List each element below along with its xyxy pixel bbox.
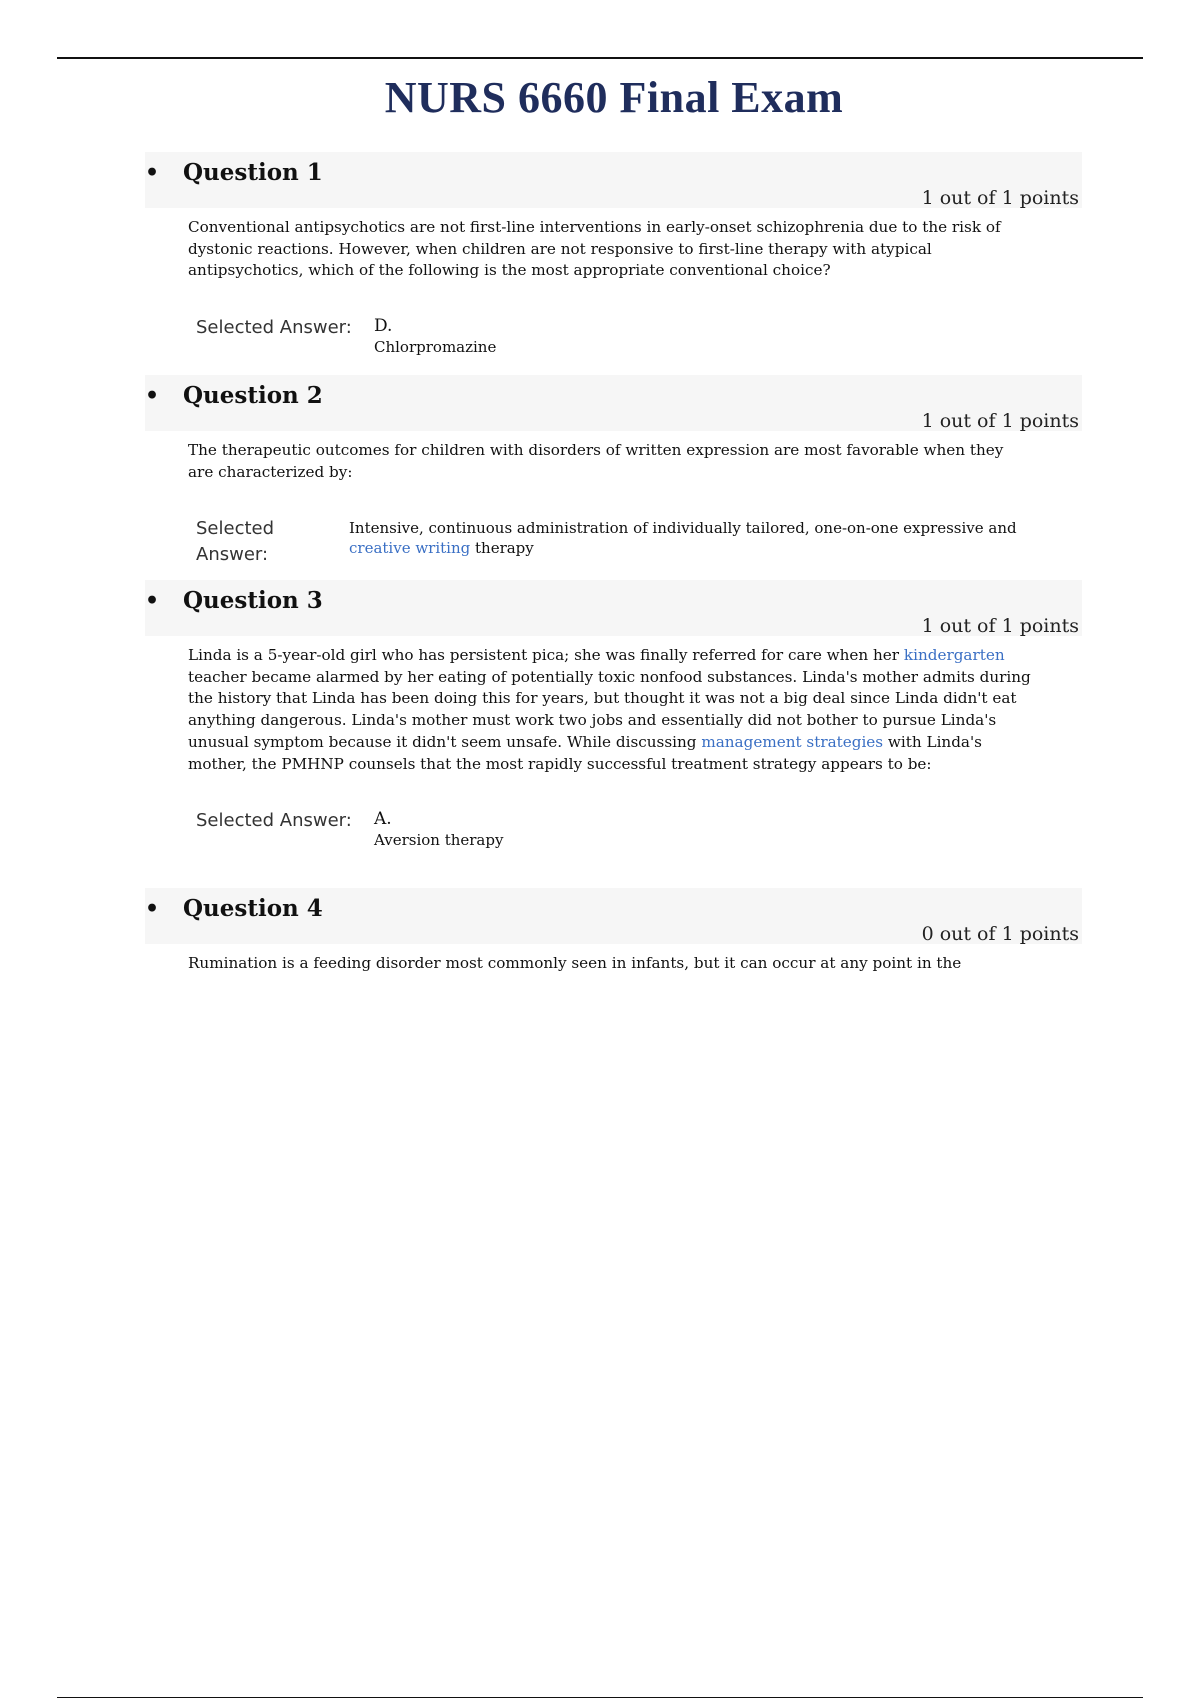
question-header [145,375,1082,431]
answer-label: Selected Answer: [196,317,352,339]
question-header [145,888,1082,944]
management-strategies-link[interactable]: management strategies [701,732,884,751]
bullet-icon: • [145,588,160,614]
question-body [145,636,1082,775]
question-title: Question 2 [183,382,323,409]
answer-text-before: Intensive, continuous administration of individually tailored, one-on-one expressive and [349,519,1017,538]
question-text: Conventional antipsychotics are not first-line interventions in early-onset schizophrenia due to the risk of dystonic reactions. However, when children are not responsive to first-line therapy with atypical antipsychotics, which of the following is the most appropriate conventional choice? [188,218,1001,280]
question-body [145,944,1082,975]
question-text: Rumination is a feeding disorder most commonly seen in infants, but it can occur at any point in the [188,954,962,972]
question-2 [145,375,1082,568]
answer-label [196,516,349,568]
answer-label-line: Answer: [196,544,269,566]
question-title: Question 4 [183,895,323,922]
answer-letter: D. [374,316,393,337]
question-text [188,636,1038,775]
answer-label: Selected Answer: [196,810,352,832]
top-rule [57,57,1143,59]
question-3 [145,580,1082,850]
question-body [145,208,1082,282]
question-points: 1 out of 1 points [921,615,1079,637]
question-points: 1 out of 1 points [921,187,1079,209]
bullet-icon: • [145,160,160,186]
answer-text-after: therapy [470,539,534,558]
answer-value [374,808,503,850]
kindergarten-link[interactable]: kindergarten [903,646,1005,664]
question-title: Question 3 [183,587,323,614]
answer-value [374,315,496,357]
question-header [145,152,1082,208]
bullet-icon: • [145,896,160,922]
question-points: 1 out of 1 points [921,410,1079,432]
answer-letter: A. [374,809,392,830]
selected-answer [196,808,1082,850]
answer-text: Aversion therapy [374,831,504,850]
answer-text: Chlorpromazine [374,338,497,357]
selected-answer [196,516,1082,568]
creative-writing-link[interactable]: creative writing [349,539,471,558]
question-4 [145,888,1082,975]
question-title: Question 1 [183,159,323,186]
question-header [145,580,1082,636]
page-title: NURS 6660 Final Exam [384,73,844,122]
question-body [145,431,1082,483]
question-1 [145,152,1082,357]
question-text-part: teacher became alarmed by her eating of potentially toxic nonfood substances. Linda's mother admits during the history that Linda has been doing this for years, but thought it was not a big deal since Linda didn't eat anything dangerous. Linda's mother must work two jobs and essentially did not bother to pursue Linda's unusual symptom because it didn't seem unsafe. While discussing [188,667,1031,751]
bullet-icon: • [145,383,160,409]
bottom-rule [57,1697,1143,1698]
question-text-part: Linda is a 5-year-old girl who has persistent pica; she was finally referred for care when her [188,646,904,664]
answer-text [349,516,1039,568]
answer-label-line: Selected [196,518,275,540]
selected-answer [196,315,1082,357]
question-points: 0 out of 1 points [921,923,1079,945]
question-text-part: with Linda's mother, the PMHNP counsels that the most rapidly successful treatment strategy appears to be: [188,732,982,773]
question-text: The therapeutic outcomes for children with disorders of written expression are most favorable when they are characterized by: [188,441,1004,481]
